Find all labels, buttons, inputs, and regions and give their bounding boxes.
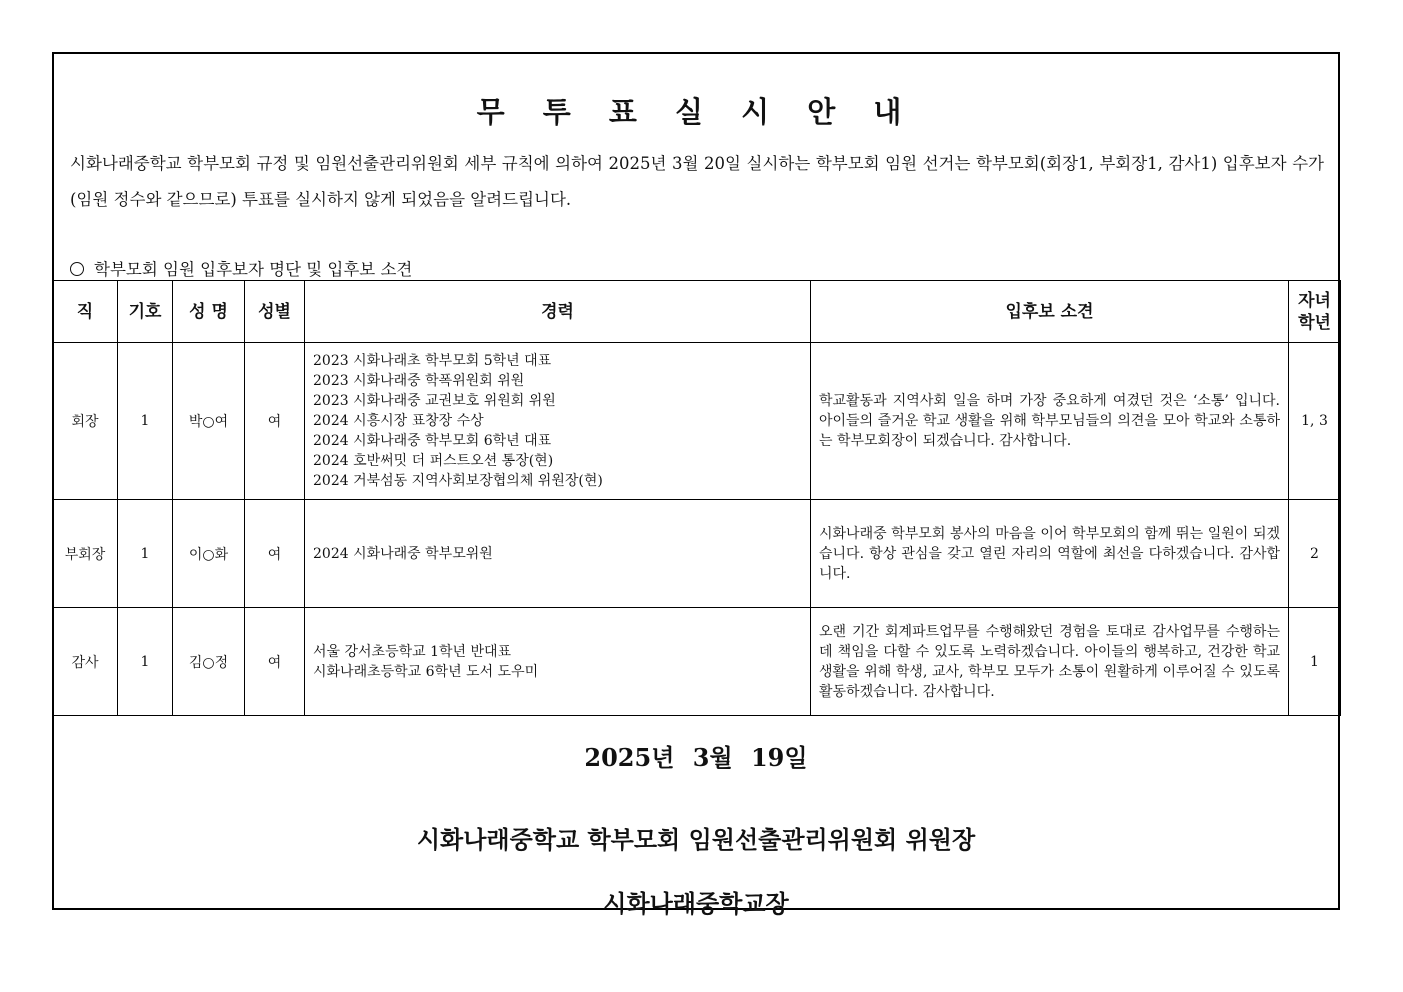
header-grade-line1: 자녀: [1298, 290, 1331, 311]
cell-gender: 여: [245, 343, 305, 500]
table-row: [53, 608, 1341, 716]
header-position: 직: [53, 281, 118, 343]
header-career: 경력: [305, 281, 811, 343]
cell-number: 1: [118, 608, 173, 716]
cell-gender: 여: [245, 608, 305, 716]
header-gender: 성별: [245, 281, 305, 343]
cell-career: [305, 500, 811, 608]
cell-grade: 2: [1289, 500, 1341, 608]
header-statement: 입후보 소견: [811, 281, 1289, 343]
cell-gender: 여: [245, 500, 305, 608]
cell-name: 김○정: [173, 608, 245, 716]
career-line: 2024 거북섬동 지역사회보장협의체 위원장(현): [313, 473, 603, 489]
career-line: 서울 강서초등학교 1학년 반대표: [313, 643, 512, 660]
header-number: 기호: [118, 281, 173, 343]
cell-position: 감사: [53, 608, 118, 716]
career-line: 2024 시화나래중 학부모위원: [313, 545, 493, 562]
table-row: [53, 343, 1341, 500]
career-line: 2024 시흥시장 표창장 수상: [313, 413, 484, 429]
career-line: 2024 시화나래중 학부모회 6학년 대표: [313, 433, 552, 449]
cell-statement: 오랜 기간 회계파트업무를 수행해왔던 경험을 토대로 감사업무를 수행하는데 책임을 다할 수 있도록 노력하겠습니다. 아이들의 행복하고, 건강한 학교생활을 위해 학생, 교사, 학부모 모두가 소통이 원활하게 이루어질 수 있도록 활동하겠습니다. 감사합니다.: [811, 608, 1289, 716]
career-line: 시화나래초등학교 6학년 도서 도우미: [313, 663, 539, 680]
notice-date: 2025년 3월 19일: [584, 743, 808, 772]
cell-position: 부회장: [53, 500, 118, 608]
cell-number: 1: [118, 343, 173, 500]
cell-statement: 학교활동과 지역사회 일을 하며 가장 중요하게 여겼던 것은 ‘소통’ 입니다. 아이들의 즐거운 학교 생활을 위해 학부모님들의 의견을 모아 학교와 소통하는 학부모회장이 되겠습니다. 감사합니다.: [811, 343, 1289, 500]
cell-name: 이○화: [173, 500, 245, 608]
table-row: [53, 500, 1341, 608]
cell-name: 박○여: [173, 343, 245, 500]
table-header-row: [53, 281, 1341, 343]
intro-paragraph: 시화나래중학교 학부모회 규정 및 임원선출관리위원회 세부 규칙에 의하여 2025년 3월 20일 실시하는 학부모회 임원 선거는 학부모회(회장1, 부회장1, 감사1) 입후보자 수가 (임원 정수와 같으므로) 투표를 실시하지 않게 되었음을 알려드립니다.: [70, 154, 1324, 209]
committee-signature: 시화나래중학교 학부모회 임원선출관리위원회 위원장: [416, 825, 976, 854]
career-line: 2024 호반써밋 더 퍼스트오션 통장(현): [313, 453, 554, 469]
header-name: 성 명: [173, 281, 245, 343]
circle-bullet-icon: [70, 262, 84, 276]
header-grade-line2: 학년: [1298, 312, 1331, 333]
section-heading: [70, 256, 412, 280]
cell-number: 1: [118, 500, 173, 608]
cell-grade: 1, 3: [1289, 343, 1341, 500]
cell-grade: 1: [1289, 608, 1341, 716]
notice-title: 무 투 표 실 시 안 내: [476, 95, 916, 129]
career-line: 2023 시화나래중 학폭위원회 위원: [313, 373, 525, 389]
principal-signature: 시화나래중학교장: [603, 889, 789, 918]
cell-position: 회장: [53, 343, 118, 500]
candidate-table: [52, 280, 1341, 716]
career-line: 2023 시화나래초 학부모회 5학년 대표: [313, 353, 552, 369]
notice-frame: [52, 52, 1340, 918]
section-heading-text: 학부모회 임원 입후보자 명단 및 입후보 소견: [94, 260, 413, 279]
cell-career: [305, 608, 811, 716]
header-grade: [1289, 281, 1341, 343]
career-line: 2023 시화나래중 교권보호 위원회 위원: [313, 393, 556, 409]
cell-statement: 시화나래중 학부모회 봉사의 마음을 이어 학부모회의 함께 뛰는 일원이 되겠습니다. 항상 관심을 갖고 열린 자리의 역할에 최선을 다하겠습니다. 감사합니다.: [811, 500, 1289, 608]
cell-career: [305, 343, 811, 500]
